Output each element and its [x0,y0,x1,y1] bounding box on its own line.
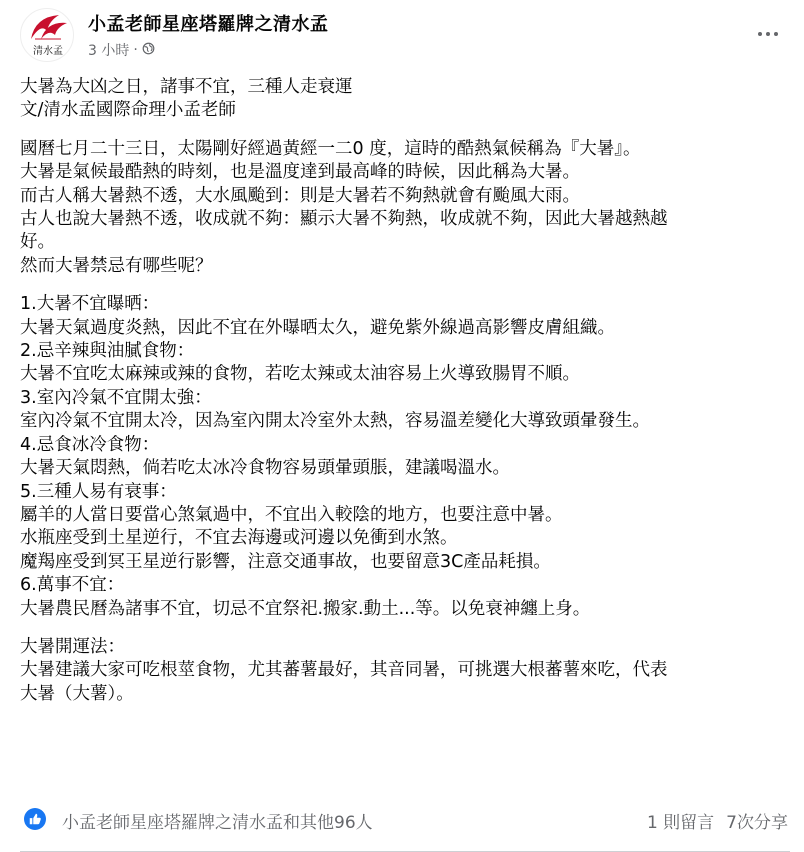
reactors-summary[interactable]: 小孟老師星座塔羅牌之清水孟和其他96人 [62,813,373,833]
paragraph-gap [20,278,790,293]
post-text-line: 室內冷氣不宜開太冷，因為室內開太冷室外太熱，容易溫差變化大導致頭暈發生。 [20,411,650,432]
post-time[interactable]: 3 小時 [88,43,130,59]
post-text-line: 大暑天氣過度炎熱，因此不宜在外曝晒太久，避免紫外線過高影響皮膚組織。 [20,317,615,338]
share-count-link[interactable]: 7次分享 [726,813,788,833]
more-options-button[interactable] [752,20,784,48]
post-text-line: 大暑（大薯）。 [20,683,134,704]
post-text-line: 好。 [20,232,55,253]
comment-count-link[interactable]: 1 則留言 [646,813,715,833]
post-text-line: 而古人稱大暑熱不透，大水風颱到：則是大暑若不夠熱就會有颱風大雨。 [20,185,580,206]
globe-icon[interactable] [142,42,155,59]
post-text-line: 古人也說大暑熱不透，收成就不夠：顯示大暑不夠熱，收成就不夠，因此大暑越熱越 [20,209,668,230]
post-text-line: 3.室內冷氣不宜開太強： [20,387,212,408]
post-text-line: 屬羊的人當日要當心煞氣過中，不宜出入較陰的地方，也要注意中暑。 [20,504,563,525]
avatar-brand-text: 清水孟 [33,46,63,57]
brand-logo-icon [21,9,74,62]
post-text-line: 然而大暑禁忌有哪些呢？ [20,255,213,276]
post-footer [20,806,790,838]
post-text-line: 大暑是氣候最酷熱的時刻，也是溫度達到最高峰的時候，因此稱為大暑。 [20,162,580,183]
ellipsis-dot [766,32,770,36]
post-header [20,8,784,64]
post-text-line: 1.大暑不宜曝晒： [20,294,160,315]
thumbs-up-icon[interactable] [24,808,46,830]
post-text-line: 大暑建議大家可吃根莖食物，尤其蕃薯最好，其音同暑，可挑選大根蕃薯來吃，代表 [20,660,668,681]
paragraph-gap [20,123,790,138]
post-text-line: 國曆七月二十三日，太陽剛好經過黃經一二0 度，這時的酷熱氣候稱為『大暑』。 [20,138,641,159]
post-text-line: 2.忌辛辣與油膩食物： [20,341,195,362]
post-text-line: 水瓶座受到土星逆行，不宜去海邊或河邊以免衝到水煞。 [20,528,458,549]
ellipsis-dot [774,32,778,36]
post-text-line: 文/清水孟國際命理小孟老師 [20,100,236,121]
post-text-line: 6.萬事不宜： [20,575,125,596]
meta-separator: · [133,42,138,58]
post-text-line: 大暑天氣悶熱，倘若吃太冰冷食物容易頭暈頭脹，建議喝溫水。 [20,458,510,479]
post-text-line: 大暑開運法： [20,636,125,657]
ellipsis-dot [758,32,762,36]
avatar[interactable] [20,8,74,62]
post-meta [88,40,155,60]
post-text-line: 4.忌食冰冷食物： [20,434,160,455]
post-text-line: 大暑為大凶之日，諸事不宜，三種人走衰運 [20,77,353,97]
post-body [20,76,790,706]
post-text-line: 5.三種人易有衰事： [20,481,177,502]
paragraph-gap [20,621,790,636]
engagement-counts [647,808,788,833]
post-text-line: 魔羯座受到冥王星逆行影響，注意交通事故，也要留意3C產品耗損。 [20,551,551,572]
post-text-line: 大暑不宜吃太麻辣或辣的食物，若吃太辣或太油容易上火導致腸胃不順。 [20,364,580,385]
post-text-line: 大暑農民曆為諸事不宜，切忌不宜祭祀.搬家.動土...等。以免衰神纏上身。 [20,598,591,619]
page-name-link[interactable]: 小孟老師星座塔羅牌之清水孟 [88,14,329,35]
